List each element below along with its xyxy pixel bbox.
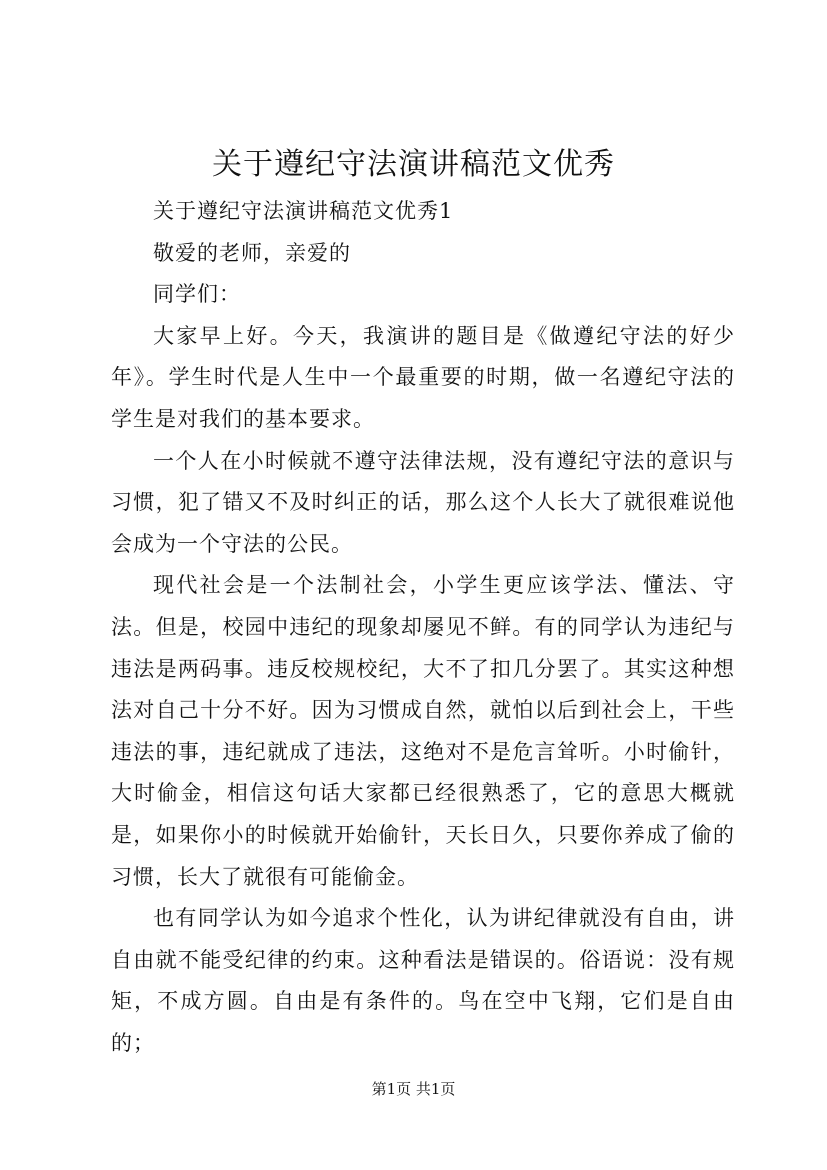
page-footer: 第1页 共1页 xyxy=(371,1080,456,1098)
body-paragraph: 现代社会是一个法制社会，小学生更应该学法、懂法、守法。但是，校园中违纪的现象却屡见不鲜。有的同学认为违纪与违法是两码事。违反校规校纪，大不了扣几分罢了。其实这种想法对自己十分不好。因为习惯成自然，就怕以后到社会上，干些违法的事，违纪就成了违法，这绝对不是危言耸听。小时偷针，大时偷金，相信这句话大家都已经很熟悉了，它的意思大概就是，如果你小的时候就开始偷针，天长日久，只要你养成了偷的习惯，长大了就很有可能偷金。 xyxy=(111,573,735,889)
document-title: 关于遵纪守法演讲稿范文优秀 xyxy=(212,147,615,182)
body-paragraph: 一个人在小时候就不遵守法律法规，没有遵纪守法的意识与习惯，犯了错又不及时纠正的话，那么这个人长大了就很难说他会成为一个守法的公民。 xyxy=(111,448,735,556)
salutation-paragraph: 同学们： xyxy=(153,282,241,307)
salutation-paragraph: 敬爱的老师，亲爱的 xyxy=(153,240,351,265)
document-body xyxy=(111,191,735,1064)
subtitle-paragraph: 关于遵纪守法演讲稿范文优秀1 xyxy=(153,199,454,223)
body-paragraph: 大家早上好。今天，我演讲的题目是《做遵纪守法的好少年》。学生时代是人生中一个最重要的时期，做一名遵纪守法的学生是对我们的基本要求。 xyxy=(111,323,735,431)
body-paragraph: 也有同学认为如今追求个性化，认为讲纪律就没有自由，讲自由就不能受纪律的约束。这种看法是错误的。俗语说：没有规矩，不成方圆。自由是有条件的。鸟在空中飞翔，它们是自由的； xyxy=(111,906,735,1055)
